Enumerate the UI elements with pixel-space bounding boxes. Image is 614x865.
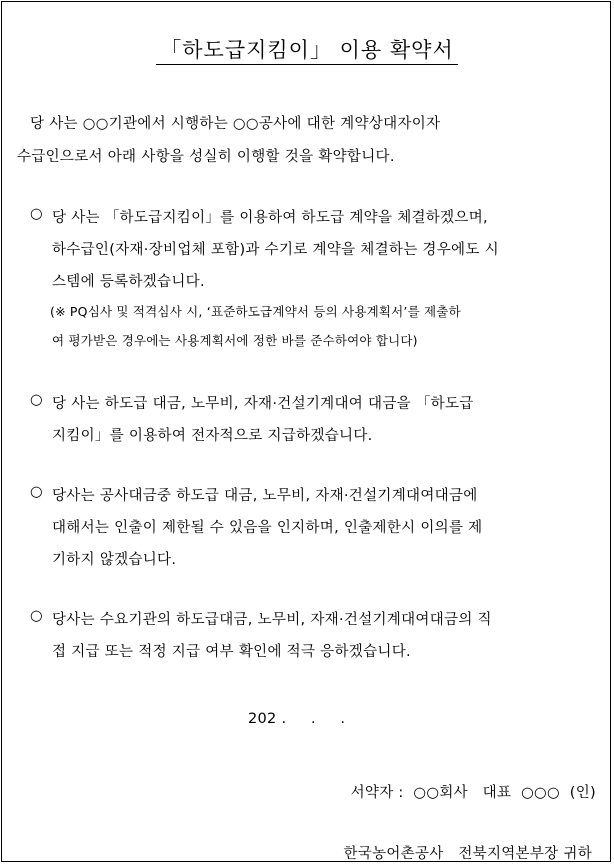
intro-line-1: 당 사는 ○○기관에서 시행하는 ○○공사에 대한 계약상대자이자 — [30, 116, 441, 132]
item-1-line-3: 스템에 등록하겠습니다. — [52, 274, 205, 290]
item-3-bullet: ○ — [30, 484, 43, 500]
item-3-line-2: 대해서는 인출이 제한될 수 있음을 인지하며, 인출제한시 이의를 제 — [52, 520, 483, 536]
recipient-line: 한국농어촌공사 전북지역본부장 귀하 — [343, 846, 592, 862]
date-line: 202 . . . — [248, 711, 346, 727]
item-4-bullet: ○ — [30, 608, 43, 624]
item-3-line-3: 기하지 않겠습니다. — [52, 552, 177, 568]
item-4-line-1: 당사는 수요기관의 하도급대금, 노무비, 자재·건설기계대여대금의 직 — [52, 612, 492, 628]
item-1-bullet: ○ — [30, 206, 43, 222]
title-text: 「하도급지킴이」 이용 확약서 — [156, 38, 458, 65]
item-2-bullet: ○ — [30, 392, 43, 408]
item-1-line-2: 하수급인(자재·장비업체 포함)과 수기로 계약을 체결하는 경우에도 시 — [52, 242, 499, 258]
item-1-note-line-2: 여 평가받은 경우에는 사용계획서에 정한 바를 준수하여야 합니다) — [52, 333, 418, 348]
intro-line-2: 수급인으로서 아래 사항을 성실히 이행할 것을 확약합니다. — [17, 149, 395, 165]
item-1-line-1: 당 사는 「하도급지킴이」를 이용하여 하도급 계약을 체결하겠으며, — [52, 210, 488, 226]
item-2-line-1: 당 사는 하도급 대금, 노무비, 자재·건설기계대여 대금을 「하도급 — [52, 396, 474, 412]
item-3-line-1: 당사는 공사대금중 하도급 대금, 노무비, 자재·건설기계대여대금에 — [52, 488, 478, 504]
document-title — [0, 34, 614, 64]
item-4-line-2: 접 지급 또는 적정 지급 여부 확인에 적극 응하겠습니다. — [52, 644, 411, 660]
signer-line: 서약자 : ○○회사 대표 ○○○ (인) — [350, 785, 596, 801]
item-1-note-line-1: (※ PQ심사 및 적격심사 시, ‘표준하도급계약서 등의 사용계획서’를 제출하 — [50, 304, 461, 319]
item-2-line-2: 지킴이」를 이용하여 전자적으로 지급하겠습니다. — [52, 428, 373, 444]
